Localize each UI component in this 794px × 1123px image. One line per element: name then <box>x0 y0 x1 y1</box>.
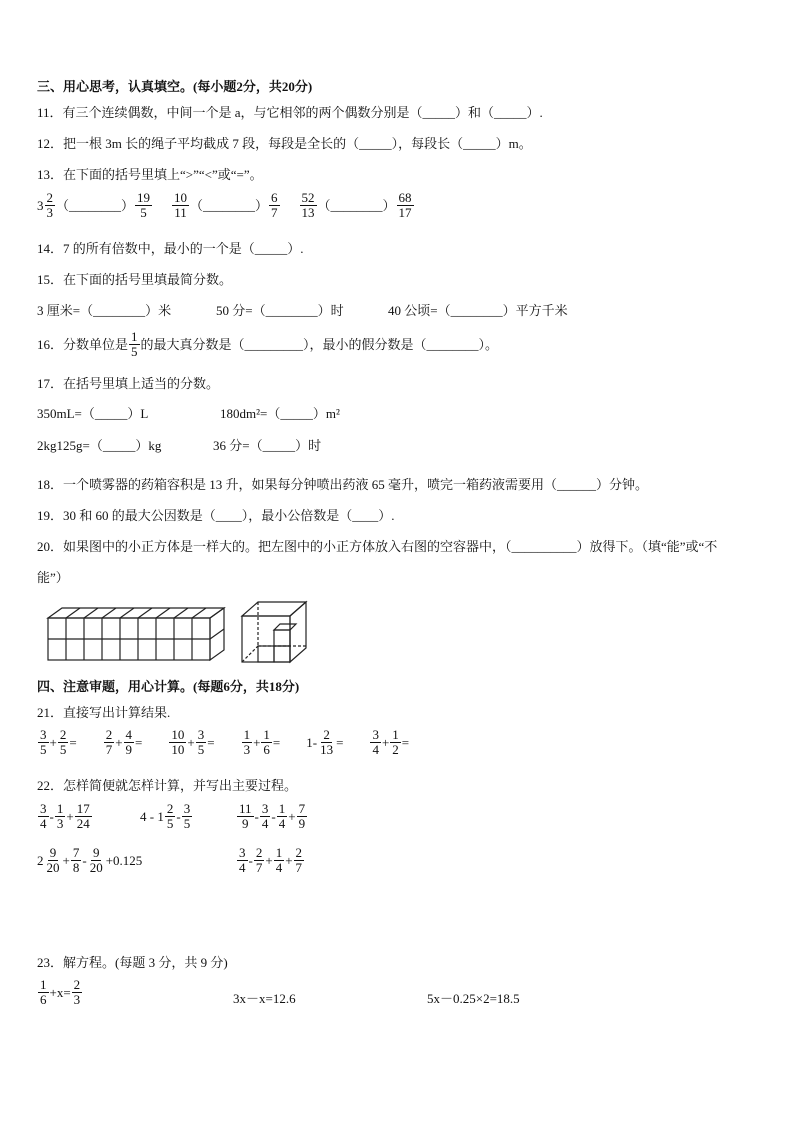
question-22: 22．怎样简便就怎样计算，并写出主要过程。 <box>37 778 298 793</box>
question-15c: 40 公顷=（________）平方千米 <box>388 303 568 318</box>
expression: $\frac{10}{10}$ + $\frac{3}{5}$ = <box>171 727 215 757</box>
fraction: $\frac{68}{17}$ <box>398 190 412 220</box>
question-23: 23．解方程。(每题 3 分，共 9 分) <box>37 955 228 970</box>
question-21-expressions <box>37 728 409 757</box>
question-17a: 350mL=（_____）L <box>37 406 149 421</box>
question-11: 11．有三个连续偶数，中间一个是 a，与它相邻的两个偶数分别是（_____）和（_____）. <box>37 105 543 120</box>
question-21: 21．直接写出计算结果. <box>37 705 171 720</box>
question-15b: 50 分=（________）时 <box>216 303 344 318</box>
question-19: 19．30 和 60 的最大公因数是（____），最小公倍数是（____）. <box>37 508 395 523</box>
section-3-header: 三、用心思考，认真填空。(每小题2分，共20分) <box>37 79 313 94</box>
fraction: $\frac{2}{3}$ <box>46 190 53 220</box>
container-figure <box>238 598 312 666</box>
question-14: 14．7 的所有倍数中，最小的一个是（_____）. <box>37 241 304 256</box>
fraction: $\frac{52}{13}$ <box>301 190 315 220</box>
expression: 1- $\frac{2}{13}$ = <box>306 727 344 757</box>
question-22-expression-4: 2 $\frac{9}{20}$ + $\frac{7}{8}$ - $\frac{9}{20}$ +0.125 <box>37 845 143 875</box>
question-17: 17．在括号里填上适当的分数。 <box>37 376 220 391</box>
question-16: 16．分数单位是 $\frac{1}{5}$ 的最大真分数是（_________），最小的假分数是（________）。 <box>37 329 499 359</box>
question-17c: 2kg125g=（_____）kg <box>37 438 162 453</box>
question-13-comparisons <box>37 191 415 220</box>
question-13: 13．在下面的括号里填上“>”“<”或“=”。 <box>37 167 263 182</box>
expression: $\frac{2}{7}$ + $\frac{4}{9}$ = <box>105 727 143 757</box>
expression: $\frac{3}{4}$ + $\frac{1}{2}$ = <box>372 727 410 757</box>
fraction: $\frac{6}{7}$ <box>271 190 278 220</box>
answer-blank[interactable]: （________） <box>56 197 135 213</box>
question-18: 18．一个喷雾器的药箱容积是 13 升，如果每分钟喷出药液 65 毫升，喷完一箱药液需要用（______）分钟。 <box>37 477 649 492</box>
expression: $\frac{3}{5}$ + $\frac{2}{5}$ = <box>40 727 77 757</box>
answer-blank[interactable]: （________） <box>317 197 396 213</box>
mixed-number: 3 $\frac{2}{3}$ <box>37 190 53 220</box>
section-4-header: 四、注意审题，用心计算。(每题6分，共18分) <box>37 679 300 694</box>
question-23-equation-1: $\frac{1}{6}$ +x= $\frac{2}{3}$ <box>40 977 81 1007</box>
question-20-line2: 能”） <box>37 570 69 585</box>
question-15: 15．在下面的括号里填最简分数。 <box>37 272 233 287</box>
question-23-equation-3: 5x－0.25×2=18.5 <box>427 991 520 1006</box>
question-22-expression-5: $\frac{3}{4}$ - $\frac{2}{7}$ + $\frac{1}{4}$ + $\frac{2}{7}$ <box>239 845 303 875</box>
question-22-expression-2: 4 - 1 $\frac{2}{5}$ - $\frac{3}{5}$ <box>140 801 191 831</box>
fraction: $\frac{19}{5}$ <box>137 190 151 220</box>
cube-block-figure <box>44 602 234 664</box>
question-17d: 36 分=（_____）时 <box>213 438 322 453</box>
question-15a: 3 厘米=（________）米 <box>37 303 172 318</box>
expression: $\frac{1}{3}$ + $\frac{1}{6}$ = <box>243 727 281 757</box>
question-22-expression-3: $\frac{11}{9}$ - $\frac{3}{4}$ - $\frac{1}{4}$ + $\frac{7}{9}$ <box>239 801 306 831</box>
question-12: 12．把一根 3m 长的绳子平均截成 7 段，每段是全长的（_____），每段长（_____）m。 <box>37 136 532 151</box>
question-23-equation-2: 3x－x=12.6 <box>233 991 296 1006</box>
question-22-expression-1: $\frac{3}{4}$ - $\frac{1}{3}$ + $\frac{17}{24}$ <box>40 801 90 831</box>
question-17b: 180dm²=（_____）m² <box>220 406 340 421</box>
fraction: $\frac{1}{5}$ <box>131 329 138 359</box>
answer-blank[interactable]: （________） <box>190 197 269 213</box>
fraction: $\frac{10}{11}$ <box>174 190 188 220</box>
question-20-line1: 20．如果图中的小正方体是一样大的。把左图中的小正方体放入右图的空容器中，（__________）放得下。（填“能”或“不 <box>37 539 718 554</box>
